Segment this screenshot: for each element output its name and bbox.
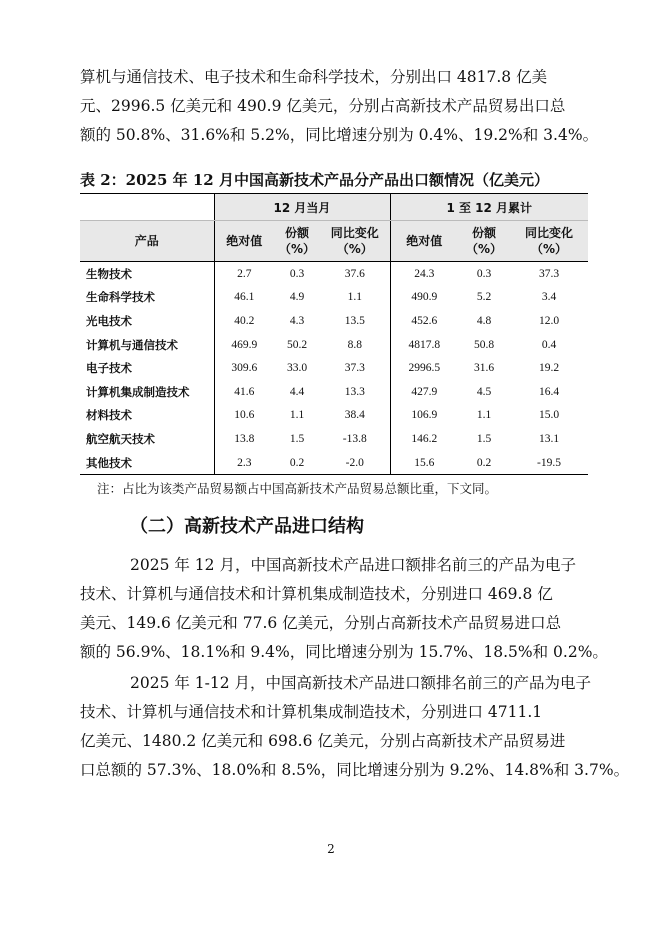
group-header-cumulative: 1 至 12 月累计: [390, 194, 588, 221]
table-cell: 469.9: [214, 333, 274, 357]
col-header-yoy2-text: 同比变化（%）: [525, 226, 574, 256]
table-cell: 309.6: [214, 356, 274, 380]
table-cell: 2.7: [214, 262, 274, 286]
table-cell: 40.2: [214, 309, 274, 333]
col-header-share2-text: 份额（%）: [466, 226, 503, 256]
table-cell: 2996.5: [390, 356, 458, 380]
col-header-yoy-text: 同比变化（%）: [330, 226, 379, 256]
table-cell: 50.2: [286, 338, 308, 351]
table-cell: 2.3: [214, 451, 274, 475]
row-product-name: 航空航天技术: [86, 431, 155, 446]
table-cell: -19.5: [537, 456, 561, 469]
table-cell: 13.1: [538, 432, 560, 445]
table-cell: 13.3: [344, 385, 365, 398]
table-cell: 1.5: [289, 432, 305, 445]
table-cell: 0.2: [289, 456, 305, 469]
table-row: [80, 286, 588, 310]
col-header-yoy2: [510, 221, 588, 262]
table-cell: 5.2: [476, 291, 492, 304]
table-cell: 15.0: [538, 409, 560, 422]
paragraph-import-december: [80, 551, 608, 667]
text-line: 技术、计算机与通信技术和计算机集成制造技术，分别进口 4711.1: [80, 703, 543, 721]
table-cell: 1.1: [347, 291, 362, 304]
header-blank: [80, 194, 214, 221]
text-line: 口总额的 57.3%、18.0%和 8.5%，同比增速分别为 9.2%、14.8%和 3.7%。: [80, 761, 630, 779]
row-product-name: 生命科学技术: [86, 290, 155, 305]
table-row: [80, 451, 588, 475]
table-row: [80, 262, 588, 286]
page-number: 2: [327, 842, 335, 856]
table-cell: -13.8: [342, 432, 367, 445]
table-cell: 0.3: [476, 267, 492, 280]
export-table: [80, 193, 588, 475]
table-cell: 4.8: [476, 314, 492, 327]
table-note: 注：占比为该类产品贸易额占中国高新技术产品贸易总额比重，下文同。: [97, 481, 498, 496]
text-line: 2025 年 1-12 月，中国高新技术产品进口额排名前三的产品为电子: [130, 674, 592, 692]
text-line: 美元、149.6 亿美元和 77.6 亿美元，分别占高新技术产品贸易进口总: [80, 614, 562, 632]
section-title: （二）高新技术产品进口结构: [130, 516, 364, 537]
table-cell: 146.2: [390, 427, 458, 451]
text-line: 算机与通信技术、电子技术和生命科学技术，分别出口 4817.8 亿美: [80, 68, 548, 86]
table-cell: 37.3: [344, 362, 365, 375]
paragraph-export-summary: [80, 63, 599, 150]
table-cell: 31.6: [473, 362, 495, 375]
table-cell: 1.1: [289, 409, 305, 422]
table-cell: 4.4: [289, 385, 305, 398]
text-line: 2025 年 12 月，中国高新技术产品进口额排名前三的产品为电子: [130, 556, 576, 574]
table-row: [80, 356, 588, 380]
table-cell: 10.6: [214, 404, 274, 428]
col-header-share: [274, 221, 320, 262]
table-cell: 4.5: [476, 385, 492, 398]
table-cell: 15.6: [390, 451, 458, 475]
table-row: [80, 309, 588, 333]
table-row: [80, 404, 588, 428]
table-cell: 13.5: [344, 314, 365, 327]
text-line: 额的 56.9%、18.1%和 9.4%，同比增速分别为 15.7%、18.5%和 0.2%。: [80, 643, 608, 661]
table-row: [80, 427, 588, 451]
row-product-name: 生物技术: [86, 266, 132, 281]
table-cell: 33.0: [286, 362, 308, 375]
table-cell: -2.0: [345, 456, 364, 469]
row-product-name: 光电技术: [86, 313, 132, 328]
table-cell: 0.3: [289, 267, 305, 280]
table-cell: 50.8: [473, 338, 495, 351]
text-line: 元、2996.5 亿美元和 490.9 亿美元，分别占高新技术产品贸易出口总: [80, 97, 566, 115]
table-cell: 19.2: [538, 362, 560, 375]
col-header-abs: 绝对值: [214, 221, 274, 262]
table-cell: 37.6: [344, 267, 365, 280]
row-product-name: 计算机集成制造技术: [86, 384, 190, 399]
table-cell: 41.6: [214, 380, 274, 404]
table-cell: 24.3: [390, 262, 458, 286]
paragraph-import-annual: [80, 669, 630, 785]
col-header-share-text: 份额（%）: [279, 226, 316, 256]
row-product-name: 计算机与通信技术: [86, 337, 178, 352]
col-header-share2: [458, 221, 510, 262]
table-cell: 37.3: [538, 267, 560, 280]
text-line: 亿美元、1480.2 亿美元和 698.6 亿美元，分别占高新技术产品贸易进: [80, 732, 566, 750]
group-header-month: 12 月当月: [214, 194, 390, 221]
table-cell: 1.1: [476, 409, 492, 422]
row-product-name: 材料技术: [86, 408, 132, 423]
table-cell: 3.4: [541, 291, 557, 304]
table-cell: 4.9: [289, 291, 305, 304]
text-line: 技术、计算机与通信技术和计算机集成制造技术，分别进口 469.8 亿: [80, 585, 553, 603]
table-cell: 452.6: [390, 309, 458, 333]
text-line: 额的 50.8%、31.6%和 5.2%，同比增速分别为 0.4%、19.2%和 3.4%。: [80, 126, 599, 144]
table-row: [80, 380, 588, 404]
table-cell: 46.1: [214, 286, 274, 310]
table-cell: 490.9: [390, 286, 458, 310]
table-row: [80, 333, 588, 357]
table-cell: 12.0: [538, 314, 560, 327]
row-product-name: 电子技术: [86, 361, 132, 376]
col-header-product: 产品: [80, 221, 214, 262]
col-header-abs2: 绝对值: [390, 221, 458, 262]
col-header-yoy: [320, 221, 390, 262]
table-caption: 表 2：2025 年 12 月中国高新技术产品分产品出口额情况（亿美元）: [80, 171, 549, 189]
table-cell: 0.4: [541, 338, 557, 351]
table-cell: 4.3: [289, 314, 305, 327]
table-cell: 427.9: [390, 380, 458, 404]
table-cell: 13.8: [214, 427, 274, 451]
table-cell: 16.4: [538, 385, 560, 398]
table-cell: 0.2: [476, 456, 492, 469]
table-cell: 8.8: [347, 338, 362, 351]
table-cell: 38.4: [344, 409, 365, 422]
table-cell: 1.5: [476, 432, 492, 445]
table-cell: 4817.8: [390, 333, 458, 357]
row-product-name: 其他技术: [86, 455, 132, 470]
table-cell: 106.9: [390, 404, 458, 428]
